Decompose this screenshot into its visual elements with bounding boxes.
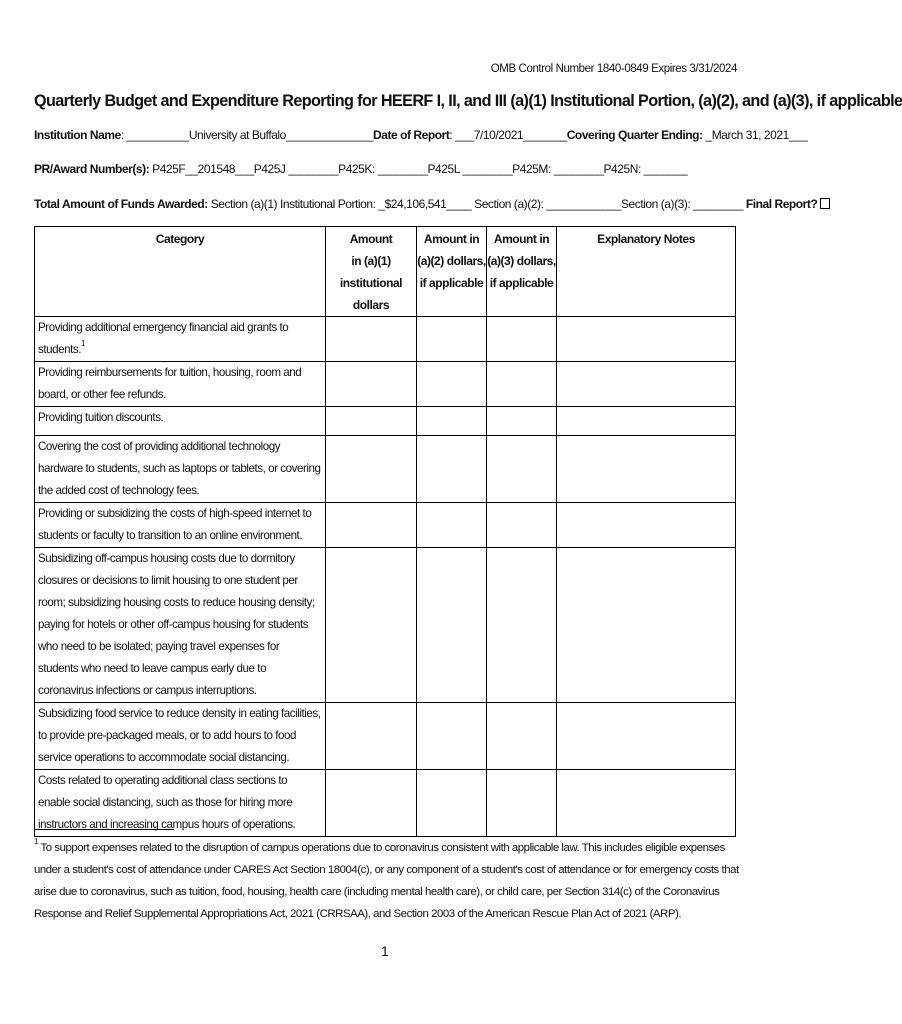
amount-a2-cell[interactable] [417,436,487,503]
quarter-label: Covering Quarter Ending: [566,128,703,142]
table-row [35,436,736,503]
institution-label: Institution Name [34,128,121,142]
footnote-ref: 1 [81,339,85,348]
amount-a2-cell[interactable] [417,770,487,837]
pr-award-value: P425F__201548___P425J ________P425K: ________P425L ________P425M: ________P425N: _______ [149,162,688,176]
table-row [35,770,736,837]
pr-award-line [34,162,687,176]
amount-a1-cell[interactable] [326,317,417,362]
header-category: Category [35,227,326,317]
row-description: Providing reimbursements for tuition, housing, room and board, or other fee refunds. [35,362,326,407]
amount-a2-cell[interactable] [417,407,487,436]
page-number: 1 [381,943,389,959]
amount-a1-cell[interactable] [326,548,417,703]
amount-a3-cell[interactable] [487,407,557,436]
notes-cell[interactable] [557,436,736,503]
notes-cell[interactable] [557,770,736,837]
amount-a3-cell[interactable] [487,548,557,703]
table-row [35,503,736,548]
table-row [35,703,736,770]
amount-a1-cell[interactable] [326,503,417,548]
amount-a3-cell[interactable] [487,436,557,503]
amount-a2-cell[interactable] [417,503,487,548]
row-description: Providing tuition discounts. [35,407,326,436]
row-description: Subsidizing food service to reduce density in eating facilities, to provide pre-packaged meals, or to add hours to food service operations to accommodate social distancing. [35,703,326,770]
row-description: Providing or subsidizing the costs of high-speed internet to students or faculty to transition to an online environment. [35,503,326,548]
final-report-label: Final Report? [745,197,818,211]
header-amount-a1: Amount in (a)(1) institutional dollars [326,227,417,317]
total-funds-label: Total Amount of Funds Awarded: [34,197,208,211]
final-report-checkbox[interactable] [820,198,830,209]
date-label: Date of Report [373,128,450,142]
footnote [34,837,740,925]
amount-a2-cell[interactable] [417,703,487,770]
institution-line [34,128,807,142]
table-row [35,407,736,436]
row-description: Covering the cost of providing additional technology hardware to students, such as laptops or tablets, or covering the added cost of technology fees. [35,436,326,503]
omb-control-number: OMB Control Number 1840-0849 Expires 3/31/2024 [490,63,737,75]
amount-a2-cell[interactable] [417,317,487,362]
table-row [35,548,736,703]
amount-a2-cell[interactable] [417,362,487,407]
total-funds-line [34,197,830,211]
amount-a2-cell[interactable] [417,548,487,703]
notes-cell[interactable] [557,407,736,436]
amount-a1-cell[interactable] [326,770,417,837]
amount-a3-cell[interactable] [487,703,557,770]
footnote-text: To support expenses related to the disruption of campus operations due to coronavirus consistent with applicable law. This includes eligible expenses under a student's cost of attendance under CARES Act Section 18004(c), or any component of a student's cost of attendance or for emergency costs that arise due to coronavirus, such as tuition, food, housing, health care (including mental health care), or child care, per Section 314(c) of the Coronavirus Response and Relief Supplemental Appropriations Act, 2021 (CRRSAA), and Section 2003 of the American Rescue Plan Act of 2021 (ARP). [34,842,739,920]
amount-a3-cell[interactable] [487,317,557,362]
amount-a1-cell[interactable] [326,362,417,407]
amount-a1-cell[interactable] [326,436,417,503]
amount-a3-cell[interactable] [487,362,557,407]
notes-cell[interactable] [557,703,736,770]
row-description: Costs related to operating additional class sections to enable social distancing, such as those for hiring more instructors and increasing campus hours of operations. [35,770,326,837]
notes-cell[interactable] [557,548,736,703]
quarter-value: _March 31, 2021___ [702,128,808,142]
total-funds-value: Section (a)(1) Institutional Portion: _$24,106,541____ Section (a)(2): ____________Section (a)(3): ________ [207,197,743,211]
date-value: : ___7/10/2021_______ [449,128,567,142]
footnote-marker: 1 [34,837,38,846]
notes-cell[interactable] [557,362,736,407]
header-amount-a2: Amount in (a)(2) dollars, if applicable [417,227,487,317]
amount-a1-cell[interactable] [326,407,417,436]
notes-cell[interactable] [557,317,736,362]
amount-a3-cell[interactable] [487,503,557,548]
table-row [35,317,736,362]
row-description: Subsidizing off-campus housing costs due to dormitory closures or decisions to limit housing to one student per room; subsidizing housing costs to reduce housing density; paying for hotels or other off-campus housing for students who need to be isolated; paying travel expenses for students who need to leave campus early due to coronavirus infections or campus interruptions. [35,548,326,703]
amount-a1-cell[interactable] [326,703,417,770]
row-description: Providing additional emergency financial aid grants to students.$^1$ [35,317,326,362]
header-explanatory-notes: Explanatory Notes [557,227,736,317]
expenditure-table [34,226,736,837]
institution-value: : __________University at Buffalo______________ [120,128,373,142]
notes-cell[interactable] [557,503,736,548]
page-title: Quarterly Budget and Expenditure Reporting for HEERF I, II, and III (a)(1) Institutional Portion, (a)(2), and (a)(3), if applicable [34,92,902,110]
footnote-separator [34,829,174,830]
amount-a3-cell[interactable] [487,770,557,837]
pr-award-label: PR/Award Number(s): [34,162,150,176]
header-amount-a3: Amount in (a)(3) dollars, if applicable [487,227,557,317]
table-row [35,362,736,407]
